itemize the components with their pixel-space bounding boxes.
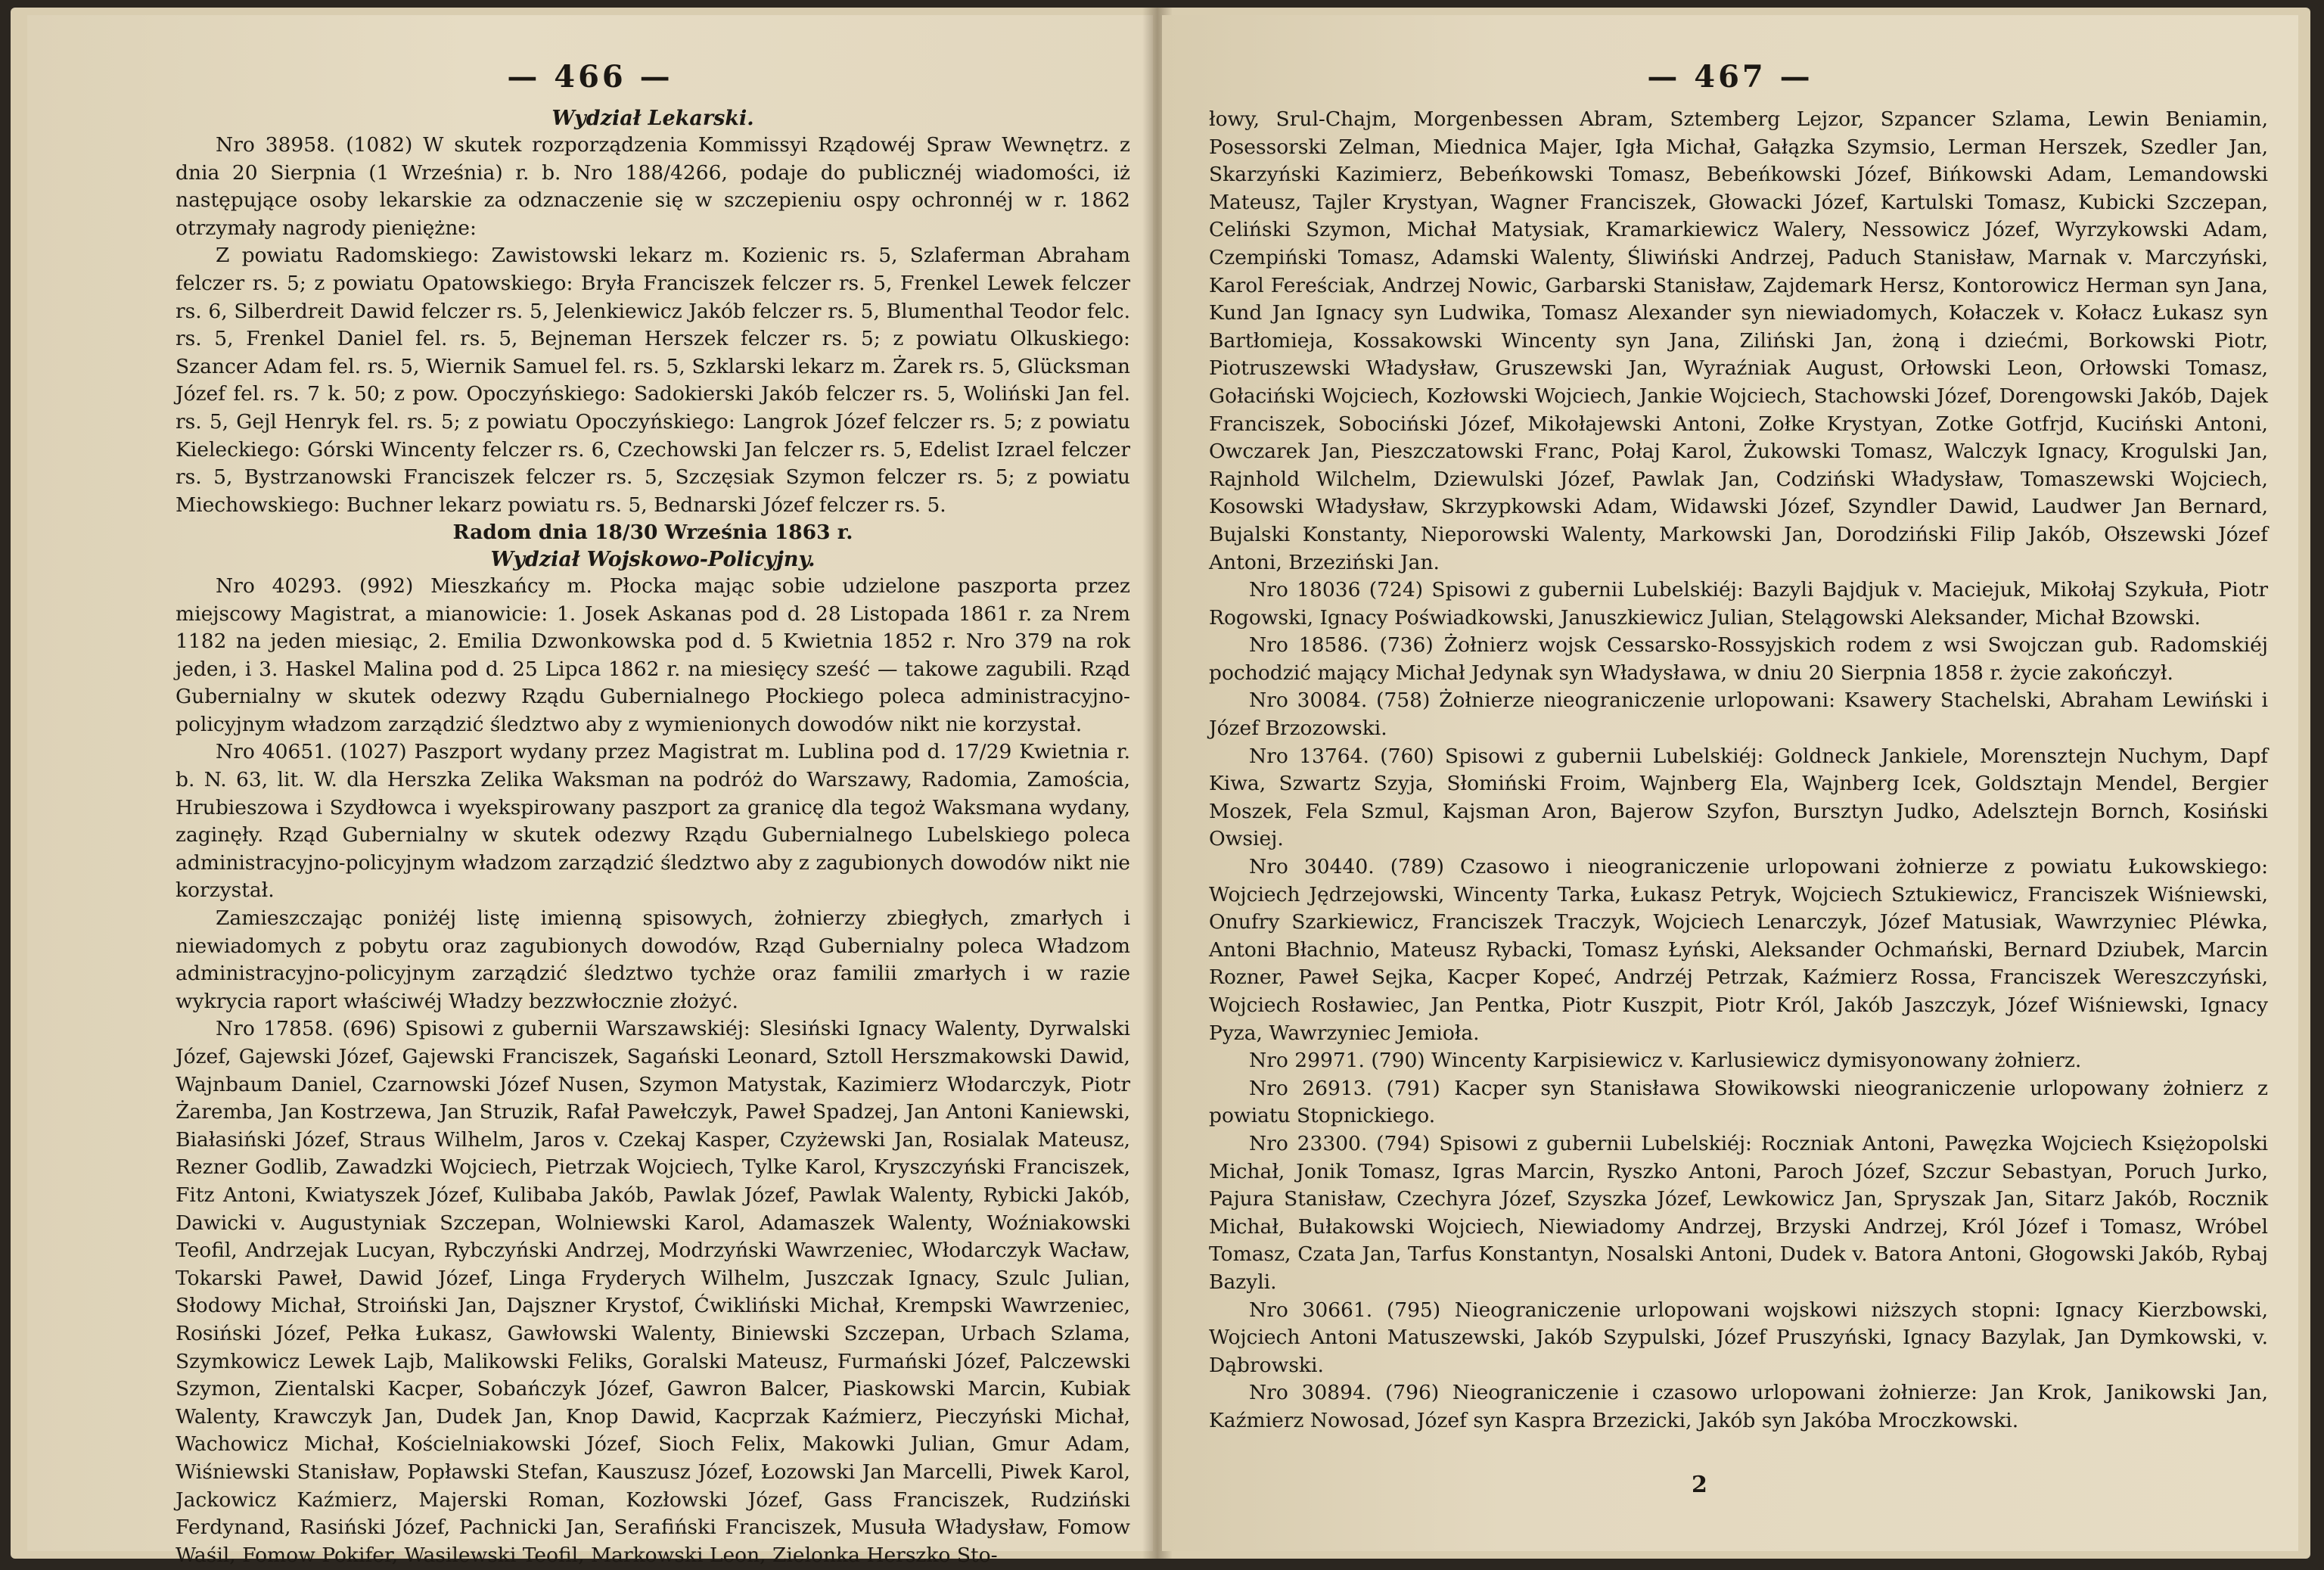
entry-17858-continued: łowy, Srul-Chajm, Morgenbessen Abram, Sztemberg Lejzor, Szpancer Szlama, Lewin Beniamin, Posessorski Zelman, Miednica Majer, Igła Michał, Gałązka Szymsio, Lerman Herszek, Szedler Jan, Skarzyński Kazimierz, Bebeńkowski Tomasz, Bebeńkowski Józef, Bińkowski Adam, Lemandowski Mateusz, Tajler Krystyan, Wagner Franciszek, Głowacki Józef, Kartulski Tomasz, Kubicki Szczepan, Celiński Szymon, Michał Matysiak, Kramarkiewicz Walery, Nessowicz Józef, Wyrzykowski Adam, Czempiński Tomasz, Adamski Walenty, Śliwiński Andrzej, Paduch Stanisław, Marnak v. Marczyński, Karol Fereściak, Andrzej Nowic, Garbarski Stanisław, Zajdemark Hersz, Kontorowicz Herman syn Jana, Kund Jan Ignacy syn Ludwika, Tomasz Alexander syn niewiadomych, Kołaczek v. Kołacz Łukasz syn Bartłomieja, Kossakowski Wincenty syn Jana, Ziliński Jan, żoną i dziećmi, Borkowski Piotr, Piotruszewski Władysław, Gruszewski Jan, Wyraźniak August, Orłowski Leon, Orłowski Tomasz, Gołaciński Wojciech, Kozłowski Wojciech, Jankie Wojciech, Stachowski Józef, Dorengowski Jakób, Dajek Franciszek, Sobociński Józef, Mikołajewski Antoni, Zołke Krystyan, Zotke Gotfrjd, Kuciński Antoni, Owczarek Jan, Pieszczatowski Franc, Połaj Karol, Żukowski Tomasz, Walczyk Ignacy, Krogulski Jan, Rajnhold Wilchelm, Dziewulski Józef, Pawlak Jan, Codziński Władysław, Tomaszewski Wojciech, Kosowski Władysław, Skrzypkowski Adam, Widawski Józef, Szyndler Dawid, Laudwer Jan Bernard, Bujalski Konstanty, Nieporowski Walenty, Markowski Jan, Dorodziński Filip Jakób, Ołszewski Józef Antoni, Brzeziński Jan. bbox=[1209, 107, 2268, 574]
document-spread bbox=[11, 8, 2310, 1567]
entry-40293: Nro 40293. (992) Mieszkańcy m. Płocka mając sobie udzielone paszporta przez miejscowy Magistrat, a mianowicie: 1. Josek Askanas pod d. 28 Listopada 1861 r. za Nrem 1182 na jeden miesiąc, 2. Emilia Dzwonkowska pod d. 5 Kwietnia 1852 r. Nro 379 na rok jeden, i 3. Haskel Malina pod d. 25 Lipca 1862 r. na miesięcy sześć — takowe zagubili. Rząd Gubernialny w skutek odezwy Rządu Gubernialnego Płockiego poleca administracyjno-policyjnym władzom zarządzić śledztwo aby z wymienionych dowodów nikt nie korzystał. bbox=[176, 574, 1130, 736]
date-line-radom: Radom dnia 18/30 Września 1863 r. bbox=[452, 521, 853, 545]
entry-13764: Nro 13764. (760) Spisowi z gubernii Lubelskiéj: Goldneck Jankiele, Morensztejn Nuchym, Dapf Kiwa, Szwartz Szyja, Słomiński Froim, Wajnberg Ela, Wajnberg Icek, Goldsztajn Mendel, Bergier Moszek, Fela Szmul, Kajsman Aron, Bajerow Szyfon, Bursztyn Judko, Adelsztejn Bornch, Kosiński Owsiej. bbox=[1209, 744, 2268, 851]
entry-18586: Nro 18586. (736) Żołnierz wojsk Cessarsko-Rossyjskich rodem z wsi Swojczan gub. Radomskiéj pochodzić mający Michał Jedynak syn Władysława, w dniu 20 Sierpnia 1858 r. życie zakończył. bbox=[1209, 633, 2268, 685]
entry-17858: Nro 17858. (696) Spisowi z gubernii Warszawskiéj: Slesiński Ignacy Walenty, Dyrwalski Józef, Gajewski Józef, Gajewski Franciszek, Sagański Leonard, Sztoll Herszmakowski Dawid, Wajnbaum Daniel, Czarnowski Józef Nusen, Szymon Matystak, Kazimierz Włodarczyk, Piotr Żaremba, Jan Kostrzewa, Jan Struzik, Rafał Pawełczyk, Paweł Spadzej, Jan Antoni Kaniewski, Białasiński Józef, Straus Wilhelm, Jaros v. Czekaj Kasper, Czyżewski Jan, Rosialak Mateusz, Rezner Godlib, Zawadzki Wojciech, Pietrzak Wojciech, Tylke Karol, Kryszczyński Franciszek, Fitz Antoni, Kwiatyszek Józef, Kulibaba Jakób, Pawlak Józef, Pawlak Walenty, Rybicki Jakób, Dawicki v. Augustyniak Szczepan, Wolniewski Karol, Adamaszek Walenty, Woźniakowski Teofil, Andrzejak Lucyan, Rybczyński Andrzej, Modrzyński Wawrzeniec, Włodarczyk Wacław, Tokarski Paweł, Dawid Józef, Linga Fryderych Wilhelm, Juszczak Ignacy, Szulc Julian, Słodowy Michał, Stroiński Jan, Dajszner Krystof, Ćwikliński Michał, Krempski Wawrzeniec, Rosiński Józef, Pełka Łukasz, Gawłowski Walenty, Biniewski Szczepan, Urbach Szlama, Szymkowicz Lewek Lajb, Malikowski Feliks, Goralski Mateusz, Furmański Józef, Palczewski Szymon, Zientalski Kacper, Sobańczyk Józef, Gawron Balcer, Piaskowski Marcin, Kubiak Walenty, Krawczyk Jan, Dudek Jan, Knop Dawid, Kacprzak Kaźmierz, Pieczyński Michał, Wachowicz Michał, Kościelniakowski Józef, Sioch Felix, Makowki Julian, Gmur Adam, Wiśniewski Stanisław, Popławski Stefan, Kauszusz Józef, Łozowski Jan Marcelli, Piwek Karol, Jackowicz Kaźmierz, Majerski Roman, Kozłowski Józef, Gass Franciszek, Rudziński Ferdynand, Rasiński Józef, Pachnicki Jan, Serafiński Franciszek, Musuła Władysław, Fomow Waśil, Fomow Pokifer, Wasilewski Teofil, Markowski Leon, Zielonka Herszko Sto- bbox=[176, 1017, 1130, 1567]
entry-list-intro: Zamieszczając poniżéj listę imienną spisowych, żołnierzy zbiegłych, zmarłych i niewiadomych z pobytu oraz zagubionych dowodów, Rząd Gubernialny poleca Władzom administracyjno-policyjnym zarządzić śledztwo tychże oraz familii zmarłych i w razie wykrycia raport właściwéj Władzy bezzwłocznie złożyć. bbox=[176, 906, 1130, 1013]
page-number-left: — 466 — bbox=[507, 59, 673, 95]
entry-30084: Nro 30084. (758) Żołnierze nieograniczenie urlopowani: Ksawery Stachelski, Abraham Lewiński i Józef Brzozowski. bbox=[1209, 689, 2268, 741]
section-title-medical: Wydział Lekarski. bbox=[551, 107, 754, 130]
page-number-right: — 467 — bbox=[1647, 59, 1813, 95]
right-page bbox=[1162, 15, 2298, 1551]
entry-30894: Nro 30894. (796) Nieograniczenie i czasowo urlopowani żołnierze: Jan Krok, Janikowski Jan, Kaźmierz Nowosad, Józef syn Kaspra Brzezicki, Jakób syn Jakóba Mroczkowski. bbox=[1209, 1381, 2268, 1432]
right-text-column bbox=[1209, 106, 2268, 1521]
entry-medical-intro: Nro 38958. (1082) W skutek rozporządzenia Kommissyi Rządowéj Spraw Wewnętrz. z dnia 20 Sierpnia (1 Września) r. b. Nro 188/4266, podaje do publicznéj wiadomości, iż następujące osoby lekarskie za odznaczenie się w szczepieniu ospy ochronnéj w r. 1862 otrzymały nagrody pieniężne: bbox=[176, 133, 1130, 240]
entry-30661: Nro 30661. (795) Nieograniczenie urlopowani wojskowi niższych stopni: Ignacy Kierzbowski, Wojciech Antoni Matuszewski, Jakób Szypulski, Józef Pruszyński, Ignacy Bazylak, Jan Dymkowski, v. Dąbrowski. bbox=[1209, 1298, 2268, 1377]
signature-mark: 2 bbox=[1692, 1472, 1707, 1498]
entry-40651: Nro 40651. (1027) Paszport wydany przez Magistrat m. Lublina pod d. 17/29 Kwietnia r. b. N. 63, lit. W. dla Herszka Zelika Waksman na podróż do Warszawy, Radomia, Zamościa, Hrubieszowa i Szydłowca i wyekspirowany paszport za granicę dla tegoż Waksmana wydany, zaginęły. Rząd Gubernialny w skutek odezwy Rządu Gubernialnego Lubelskiego poleca administracyjno-policyjnym władzom zarządzić śledztwo aby z zagubionych dowodów nikt nie korzystał. bbox=[176, 740, 1130, 903]
entry-medical-awards: Z powiatu Radomskiego: Zawistowski lekarz m. Kozienic rs. 5, Szlaferman Abraham felczer rs. 5; z powiatu Opatowskiego: Bryła Franciszek felczer rs. 5, Frenkel Lewek felczer rs. 6, Silberdreit Dawid felczer rs. 5, Jelenkiewicz Jakób felczer rs. 5, Blumenthal Teodor felc. rs. 5, Frenkel Daniel fel. rs. 5, Bejneman Herszek felczer rs. 5; z powiatu Olkuskiego: Szancer Adam fel. rs. 5, Wiernik Samuel fel. rs. 5, Szklarski lekarz m. Żarek rs. 5, Glücksman Józef fel. rs. 7 k. 50; z pow. Opoczyńskiego: Sadokierski Jakób felczer rs. 5, Woliński Jan fel. rs. 5, Gejl Henryk fel. rs. 5; z powiatu Opoczyńskiego: Langrok Józef felczer rs. 5; z powiatu Kieleckiego: Górski Wincenty felczer rs. 6, Czechowski Jan felczer rs. 5, Edelist Izrael felczer rs. 5, Bystrzanowski Franciszek felczer rs. 5, Szczęsiak Szymon felczer rs. 5; z powiatu Miechowskiego: Buchner lekarz powiatu rs. 5, Bednarski Józef felczer rs. 5. bbox=[176, 244, 1130, 517]
left-page bbox=[27, 15, 1153, 1567]
entry-30440: Nro 30440. (789) Czasowo i nieograniczenie urlopowani żołnierze z powiatu Łukowskiego: Wojciech Jędrzejowski, Wincenty Tarka, Łukasz Petryk, Wojciech Sztukiewicz, Franciszek Wiśniewski, Onufry Szarkiewicz, Franciszek Traczyk, Wojciech Lenarczyk, Józef Matusiak, Wawrzyniec Pléwka, Antoni Błachnio, Mateusz Rybacki, Tomasz Łyński, Aleksander Ochmański, Bernard Dziubek, Marcin Rozner, Paweł Sejka, Kacper Kopeć, Andrzéj Petrzak, Kaźmierz Rossa, Franciszek Wereszczyński, Wojciech Rosławiec, Jan Pentka, Piotr Kuszpit, Piotr Król, Jakób Jaszczyk, Józef Wiśniewski, Ignacy Pyza, Wawrzyniec Jemioła. bbox=[1209, 855, 2268, 1045]
entry-18036: Nro 18036 (724) Spisowi z gubernii Lubelskiéj: Bazyli Bajdjuk v. Maciejuk, Mikołaj Szykuła, Piotr Rogowski, Ignacy Poświadkowski, Januszkiewicz Julian, Stelągowski Aleksander, Michał Bzowski. bbox=[1209, 578, 2268, 630]
left-text-column bbox=[176, 106, 1130, 1567]
section-title-military-police: Wydział Wojskowo-Policyjny. bbox=[490, 547, 816, 571]
entry-26913: Nro 26913. (791) Kacper syn Stanisława Słowikowski nieograniczenie urlopowany żołnierz z powiatu Stopnickiego. bbox=[1209, 1076, 2268, 1128]
entry-29971: Nro 29971. (790) Wincenty Karpisiewicz v. Karlusiewicz dymisyonowany żołnierz. bbox=[1249, 1049, 2082, 1073]
entry-23300: Nro 23300. (794) Spisowi z gubernii Lubelskiéj: Roczniak Antoni, Pawęzka Wojciech Księżopolski Michał, Jonik Tomasz, Igras Marcin, Ryszko Antoni, Paroch Józef, Szczur Sebastyan, Poruch Jurko, Pajura Stanisław, Czechyra Józef, Szyszka Józef, Lewkowicz Jan, Spryszak Jan, Sitarz Jakób, Rocznik Michał, Bułakowski Wojciech, Niewiadomy Andrzej, Brzyski Andrzej, Król Józef i Tomasz, Wróbel Tomasz, Czata Jan, Tarfus Konstantyn, Nosalski Antoni, Dudek v. Batora Antoni, Głogowski Jakób, Rybaj Bazyli. bbox=[1209, 1131, 2268, 1294]
